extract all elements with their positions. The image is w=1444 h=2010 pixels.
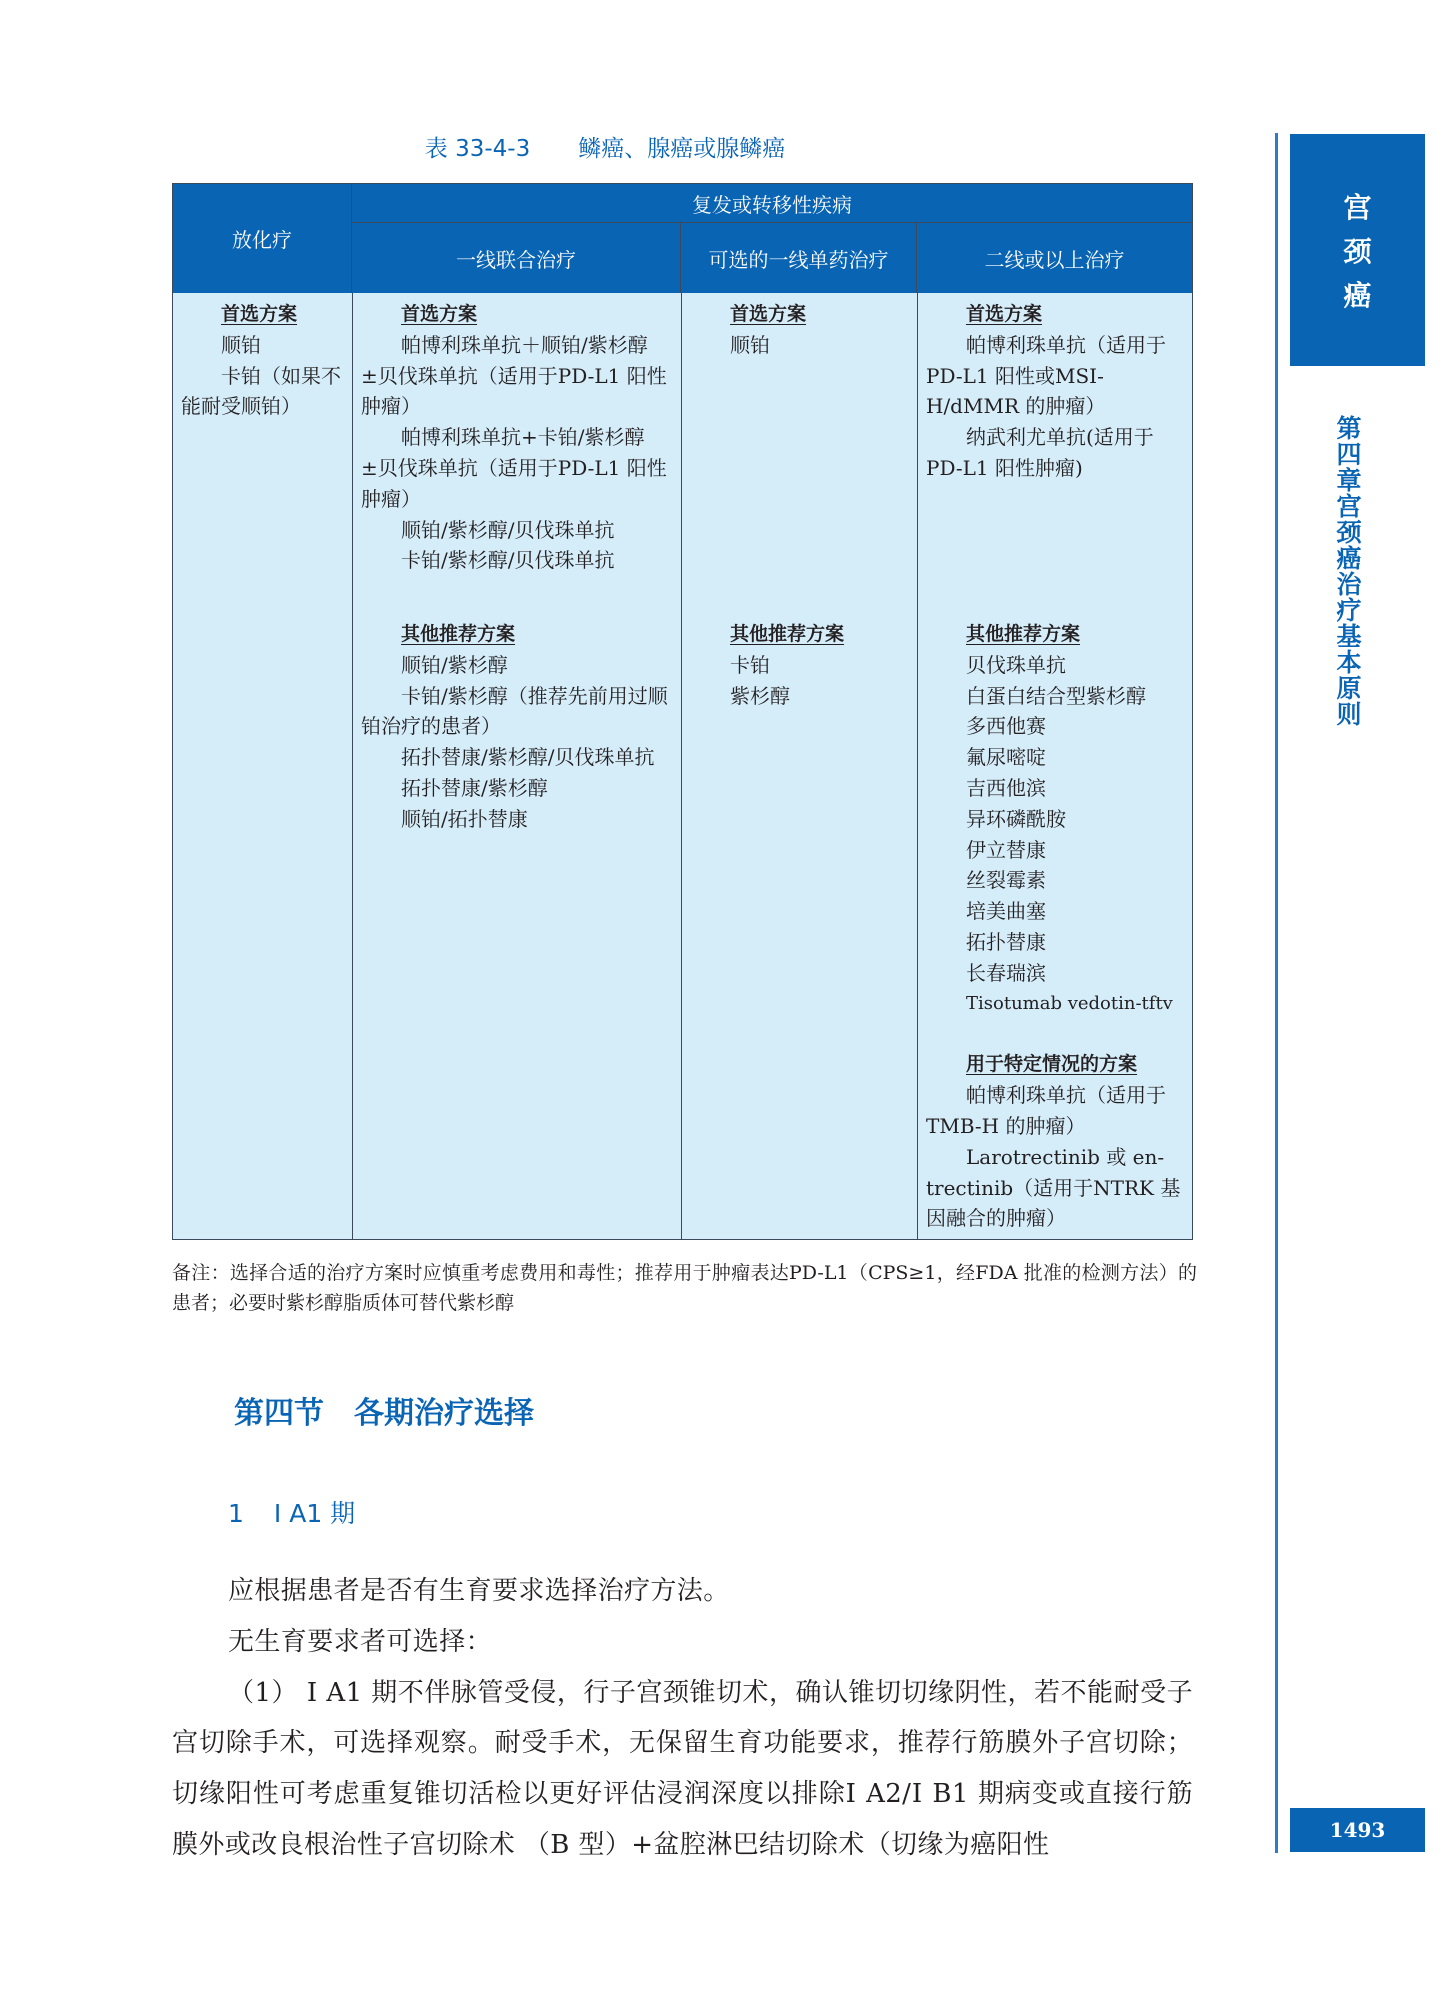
section-title: 各期治疗选择 (354, 1396, 534, 1431)
regimen-item: 卡铂/紫杉醇（推荐先前用过顺铂治疗的患者） (361, 683, 668, 739)
subsection-heading (228, 1494, 355, 1530)
other-label: 其他推荐方案 (730, 623, 845, 645)
regimen-table (172, 183, 1193, 1240)
other-label: 其他推荐方案 (401, 623, 516, 645)
special-label: 用于特定情况的方案 (966, 1053, 1138, 1076)
table-number: 表 33-4-3 (424, 136, 531, 162)
regimen-item: 拓扑替康 (966, 929, 1046, 954)
paragraph: 应根据患者是否有生育要求选择治疗方法。 (228, 1576, 730, 1606)
cell-chemoradiation (173, 293, 352, 1239)
regimen-item: 帕博利珠单抗（适用于PD-L1 阳性或MSI-H/dMMR 的肿瘤） (926, 332, 1166, 419)
regimen-item: 顺铂/紫杉醇/贝伐珠单抗 (401, 517, 615, 542)
regimen-item: 拓扑替康/紫杉醇/贝伐珠单抗 (401, 745, 655, 770)
header-first-line-combo: 一线联合治疗 (352, 223, 681, 293)
regimen-item: 帕博利珠单抗+卡铂/紫杉醇±贝伐珠单抗（适用于PD-L1 阳性肿瘤） (361, 425, 667, 511)
regimen-item: 白蛋白结合型紫杉醇 (966, 683, 1146, 708)
regimen-item: 培美曲塞 (966, 899, 1046, 924)
regimen-item: 顺铂 (730, 332, 770, 357)
running-chapter-title: 第四章 宫颈癌治疗基本原则 (1336, 414, 1387, 729)
subsection-title: Ⅰ A1 期 (273, 1499, 356, 1528)
preferred-label: 首选方案 (730, 303, 807, 325)
regimen-item: 卡铂/紫杉醇/贝伐珠单抗 (401, 548, 615, 573)
regimen-item: Tisotumab vedotin-tftv (966, 992, 1173, 1014)
tab-char: 癌 (1343, 279, 1372, 312)
regimen-item: 多西他赛 (966, 714, 1046, 739)
tab-char: 颈 (1343, 235, 1372, 268)
regimen-item: 氟尿嘧啶 (966, 745, 1046, 770)
subsection-number: 1 (228, 1499, 244, 1528)
margin-rule (1275, 133, 1278, 1853)
regimen-item: 丝裂霉素 (966, 868, 1046, 893)
preferred-label: 首选方案 (966, 303, 1043, 325)
table-note: 备注：选择合适的治疗方案时应慎重考虑费用和毒性；推荐用于肿瘤表达PD-L1（CPS≥1，经FDA 批准的检测方法）的患者；必要时紫杉醇脂质体可替代紫杉醇 (172, 1262, 1197, 1314)
regimen-item: 顺铂/拓扑替康 (401, 806, 528, 831)
page-number: 1493 (1290, 1808, 1425, 1852)
regimen-item: 异环磷酰胺 (966, 806, 1066, 831)
other-label: 其他推荐方案 (966, 623, 1081, 645)
regimen-item: 长春瑞滨 (966, 960, 1046, 985)
section-heading (234, 1388, 534, 1432)
chapter-tab (1290, 134, 1425, 366)
header-recurrent-metastatic: 复发或转移性疾病 (352, 184, 1192, 223)
regimen-item: 吉西他滨 (966, 775, 1046, 800)
preferred-label: 首选方案 (401, 303, 478, 325)
regimen-item: 拓扑替康/紫杉醇 (401, 775, 548, 800)
cell-second-line (917, 293, 1192, 1239)
regimen-item: 帕博利珠单抗（适用于TMB-H 的肿瘤） (926, 1083, 1166, 1138)
tab-char: 宫 (1343, 191, 1372, 224)
header-chemoradiation: 放化疗 (173, 184, 352, 293)
regimen-item: 贝伐珠单抗 (966, 652, 1066, 677)
paragraph: 无生育要求者可选择： (228, 1626, 493, 1657)
preferred-label: 首选方案 (221, 303, 298, 325)
regimen-item: Larotrectinib 或 en-trectinib（适用于NTRK 基因融合的肿瘤） (926, 1144, 1181, 1231)
regimen-item: 卡铂 (730, 652, 770, 677)
table-caption (0, 130, 1210, 163)
header-second-line: 二线或以上治疗 (917, 223, 1192, 293)
regimen-item: 紫杉醇 (730, 683, 790, 708)
header-first-line-single: 可选的一线单药治疗 (681, 223, 917, 293)
table-title-text: 鳞癌、腺癌或腺鳞癌 (578, 136, 786, 162)
body-text (172, 1566, 1193, 1866)
cell-first-line-single (681, 293, 917, 1239)
regimen-item: 顺铂 (221, 332, 261, 357)
regimen-item: 顺铂/紫杉醇 (401, 652, 508, 677)
section-number: 第四节 (234, 1396, 324, 1431)
table-body (173, 293, 1192, 1239)
cell-first-line-combo (352, 293, 681, 1239)
regimen-item: 纳武利尤单抗(适用于PD-L1 阳性肿瘤) (926, 425, 1154, 480)
regimen-item: 卡铂（如果不能耐受顺铂） (181, 363, 341, 419)
regimen-item: 伊立替康 (966, 837, 1046, 862)
paragraph: （1） Ⅰ A1 期不伴脉管受侵，行子宫颈锥切术，确认锥切切缘阴性，若不能耐受子宫切除手术，可选择观察。耐受手术，无保留生育功能要求，推荐行筋膜外子宫切除；切缘阳性可考虑重复锥切活检以更好评估浸润深度以排除Ⅰ A2/Ⅰ B1 期病变或直接行筋膜外或改良根治性子宫切除术 （B 型）+盆腔淋巴结切除术（切缘为癌阳性 (172, 1677, 1193, 1860)
regimen-item: 帕博利珠单抗＋顺铂/紫杉醇±贝伐珠单抗（适用于PD-L1 阳性肿瘤） (361, 332, 667, 419)
